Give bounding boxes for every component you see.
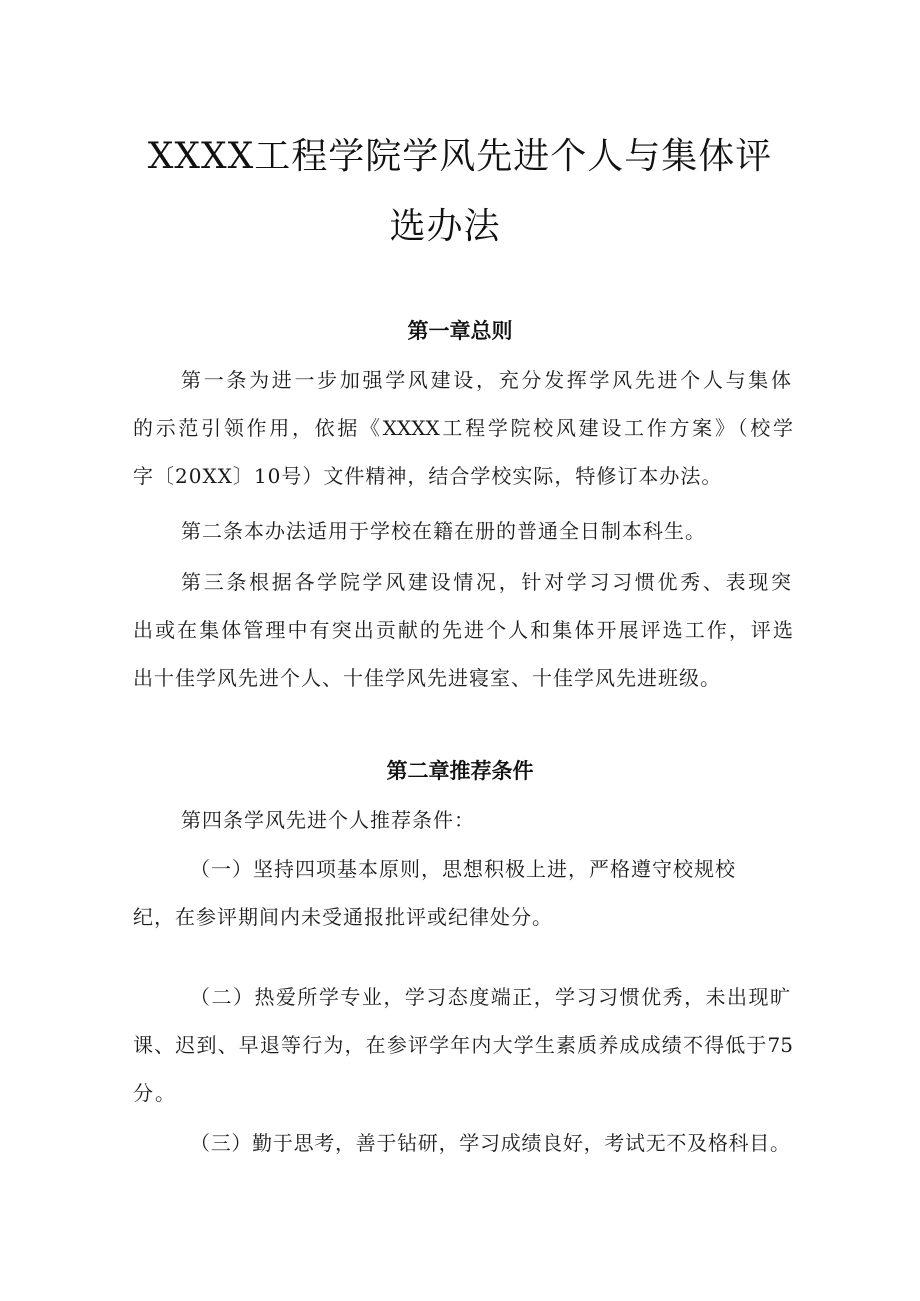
item-2-line-2: 课、迟到、早退等行为，在参评学年内大学生素质养成成绩不得低于75: [133, 1033, 793, 1057]
document-title-line-2: 选办法: [389, 206, 501, 247]
item-2-line-1: （二）热爱所学专业，学习态度端正，学习习惯优秀，未出现旷: [190, 985, 790, 1009]
article-3-line-3: 出十佳学风先进个人、十佳学风先进寝室、十佳学风先进班级。: [133, 666, 721, 690]
article-4-line-1: 第四条学风先进个人推荐条件：: [181, 808, 475, 832]
chapter-2-heading: 第二章推荐条件: [386, 759, 534, 783]
document-title-line-1: XXXX工程学院学风先进个人与集体评: [147, 136, 773, 177]
article-1-line-1: 第一条为进一步加强学风建设，充分发挥学风先进个人与集体: [181, 368, 791, 392]
article-3-line-1: 第三条根据各学院学风建设情况，针对学习习惯优秀、表现突: [181, 570, 791, 594]
chapter-1-heading: 第一章总则: [407, 319, 513, 343]
item-3-line-1: （三）勤于思考，善于钻研，学习成绩良好，考试无不及格科目。: [190, 1131, 790, 1155]
article-3-line-2: 出或在集体管理中有突出贡献的先进个人和集体开展评选工作，评选: [133, 618, 793, 642]
article-1-line-3: 字〔20XX〕10号）文件精神，结合学校实际，特修订本办法。: [133, 464, 723, 488]
item-2-line-3: 分。: [133, 1081, 177, 1105]
article-2-line-1: 第二条本办法适用于学校在籍在册的普通全日制本科生。: [181, 519, 706, 543]
item-1-line-1: （一）坚持四项基本原则，思想积极上进，严格遵守校规校: [190, 857, 736, 881]
article-1-line-2: 的示范引领作用，依据《XXXX工程学院校风建设工作方案》（校学: [133, 416, 793, 440]
item-1-line-2: 纪，在参评期间内未受通报批评或纪律处分。: [133, 905, 553, 929]
